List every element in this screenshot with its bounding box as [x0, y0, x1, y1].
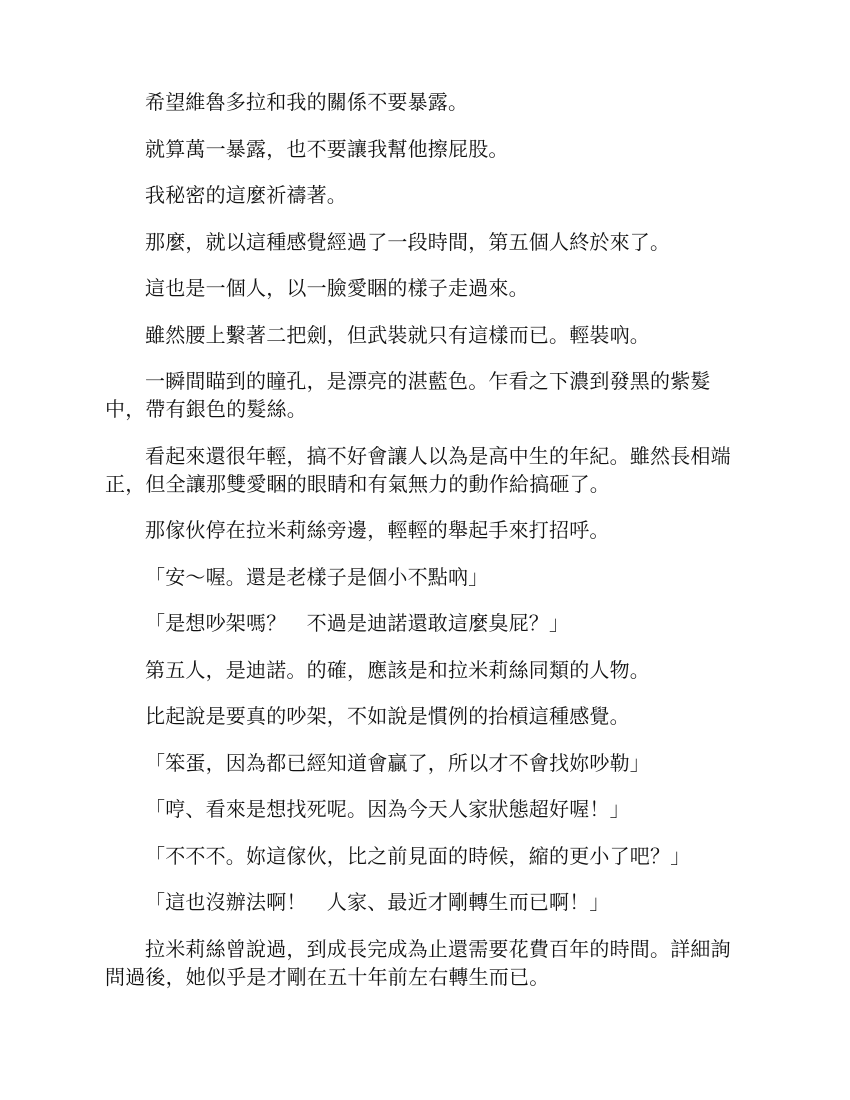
dialogue-line: 「不不不。妳這傢伙，比之前見面的時候，縮的更小了吧？」	[145, 843, 691, 868]
dialogue-line: 「哼、看來是想找死呢。因為今天人家狀態超好喔！」	[145, 797, 630, 821]
document-body	[105, 88, 750, 1009]
paragraph: 一瞬間瞄到的瞳孔，是漂亮的湛藍色。乍看之下濃到發黑的紫髮中，帶有銀色的髮絲。	[105, 369, 711, 421]
paragraph: 拉米莉絲曾說過，到成長完成為止還需要花費百年的時間。詳細詢問過後，她似乎是才剛在五十年前左右轉生而已。	[105, 936, 731, 989]
paragraph: 那麼，就以這種感覺經過了一段時間，第五個人終於來了。	[145, 229, 671, 254]
paragraph: 雖然腰上繫著二把劍，但武裝就只有這樣而已。輕裝吶。	[145, 322, 650, 347]
paragraph: 第五人，是迪諾。的確，應該是和拉米莉絲同類的人物。	[145, 657, 650, 682]
dialogue-line: 「這也沒辦法啊！ 人家、最近才剛轉生而已啊！」	[145, 890, 610, 914]
paragraph: 那傢伙停在拉米莉絲旁邊，輕輕的舉起手來打招呼。	[145, 518, 610, 542]
dialogue-line: 「是想吵架嗎？ 不過是迪諾還敢這麼臭屁？」	[145, 611, 570, 635]
paragraph: 看起來還很年輕，搞不好會讓人以為是高中生的年紀。雖然長相端正，但全讓那雙愛睏的眼睛和有氣無力的動作給搞砸了。	[105, 443, 731, 496]
paragraph: 我秘密的這麼祈禱著。	[145, 183, 347, 207]
dialogue-line: 「笨蛋，因為都已經知道會贏了，所以才不會找妳吵勒」	[145, 750, 650, 775]
paragraph: 就算萬一暴露，也不要讓我幫他擦屁股。	[145, 136, 509, 161]
paragraph: 這也是一個人，以一臉愛睏的樣子走過來。	[145, 276, 529, 300]
paragraph: 希望維魯多拉和我的關係不要暴露。	[145, 90, 469, 114]
paragraph: 比起說是要真的吵架，不如說是慣例的抬槓這種感覺。	[145, 704, 630, 728]
dialogue-line: 「安～喔。還是老樣子是個小不點吶」	[145, 564, 489, 589]
